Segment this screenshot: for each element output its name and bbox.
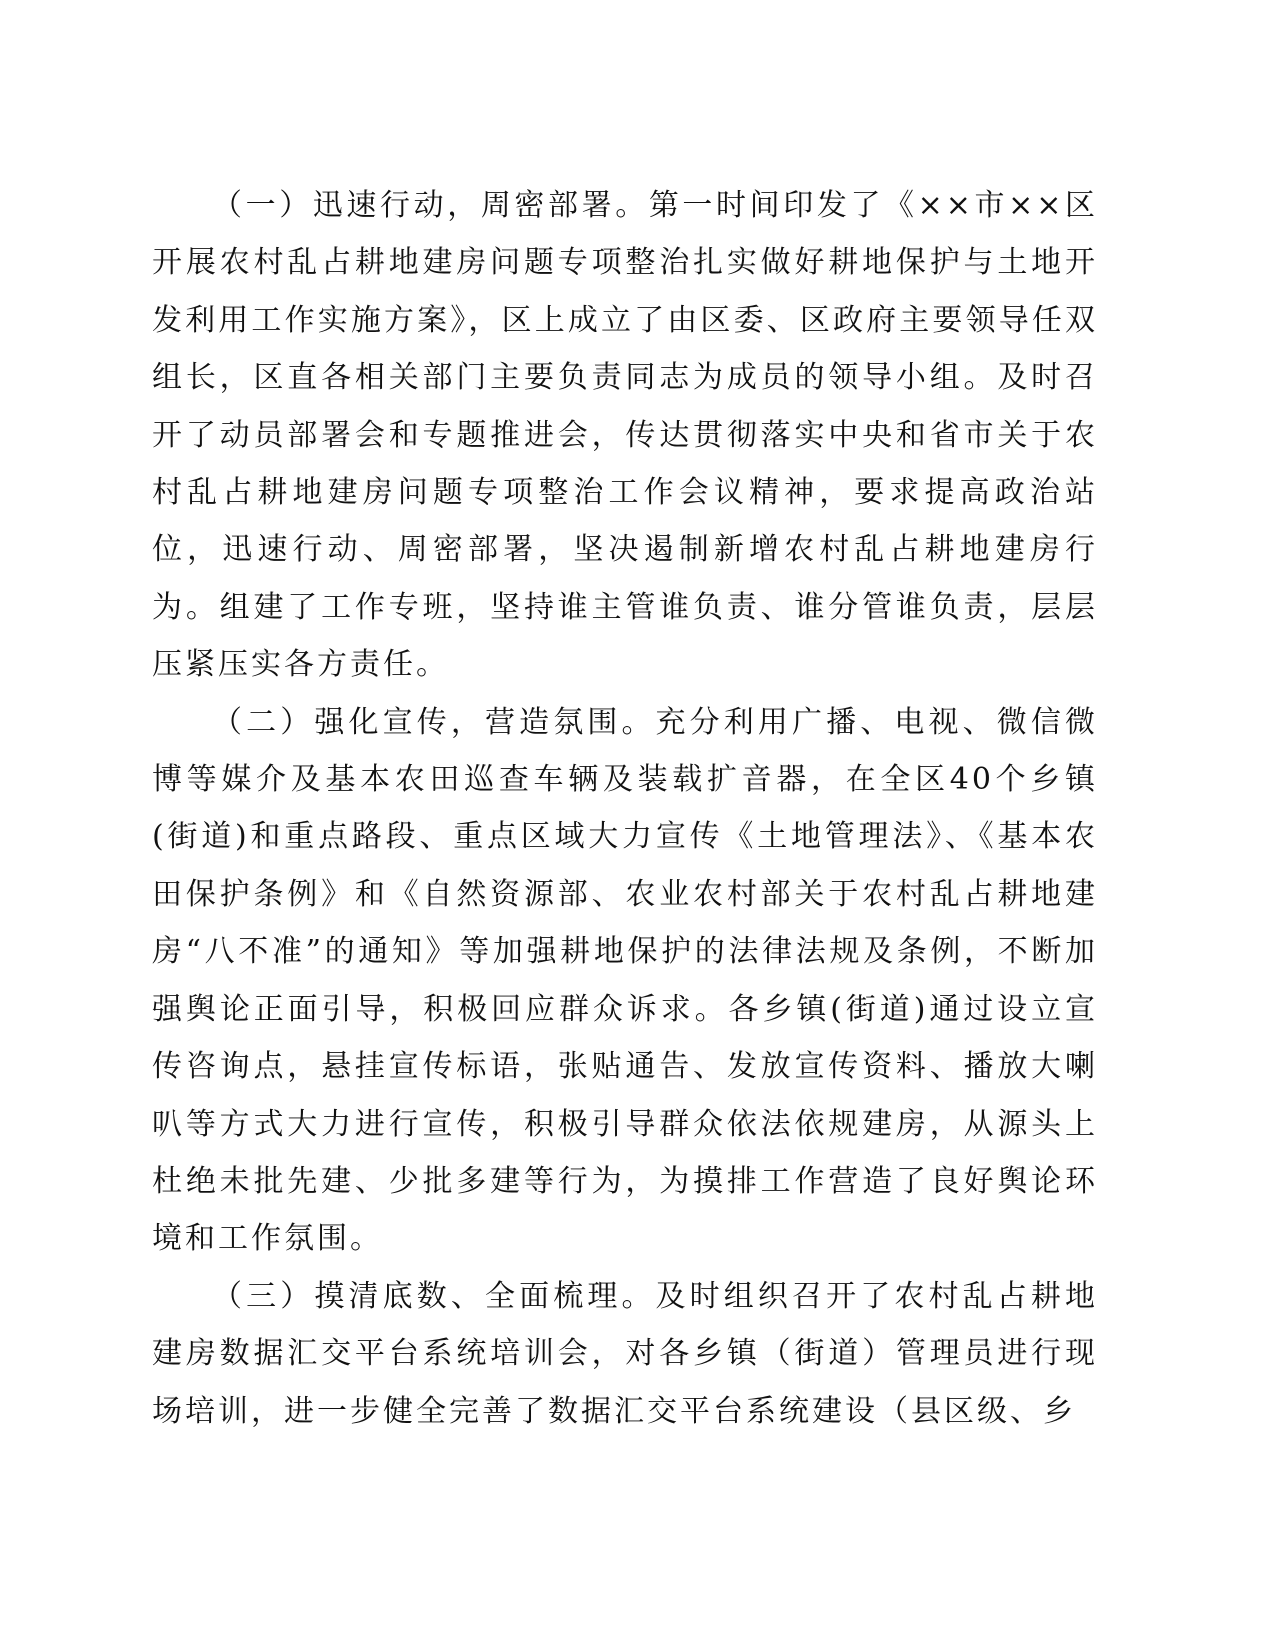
paragraph-rapid-action: （一）迅速行动，周密部署。第一时间印发了《××市××区开展农村乱占耕地建房问题专项整治扎实做好耕地保护与土地开发利用工作实施方案》，区上成立了由区委、区政府主要领导任双组长，区直各相关部门主要负责同志为成员的领导小组。及时召开了动员部署会和专题推进会，传达贯彻落实中央和省市关于农村乱占耕地建房问题专项整治工作会议精神，要求提高政治站位，迅速行动、周密部署，坚决遏制新增农村乱占耕地建房行为。组建了工作专班，坚持谁主管谁负责、谁分管谁负责，层层压紧压实各方责任。 (152, 188, 1098, 683)
paragraph-baseline-survey: （三）摸清底数、全面梳理。及时组织召开了农村乱占耕地建房数据汇交平台系统培训会，对各乡镇（街道）管理员进行现场培训，进一步健全完善了数据汇交平台系统建设（县区级、乡 (152, 1278, 1098, 1429)
paragraph-publicity: （二）强化宣传，营造氛围。充分利用广播、电视、微信微博等媒介及基本农田巡查车辆及装载扩音器，在全区40个乡镇(街道)和重点路段、重点区域大力宣传《土地管理法》、《基本农田保护条例》和《自然资源部、农业农村部关于农村乱占耕地建房“八不准”的通知》等加强耕地保护的法律法规及条例，不断加强舆论正面引导，积极回应群众诉求。各乡镇(街道)通过设立宣传咨询点，悬挂宣传标语，张贴通告、发放宣传资料、播放大喇叭等方式大力进行宣传，积极引导群众依法依规建房，从源头上杜绝未批先建、少批多建等行为，为摸排工作营造了良好舆论环境和工作氛围。 (152, 704, 1098, 1257)
document-body (152, 177, 1098, 1440)
